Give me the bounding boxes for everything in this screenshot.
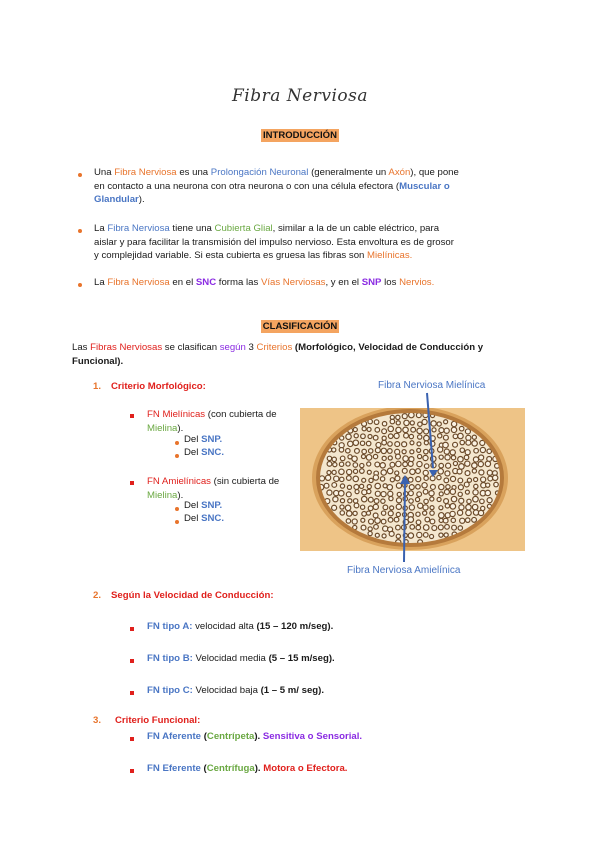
text: ). [254,763,264,774]
text: es una [176,167,211,178]
text: en el [169,277,196,288]
term: FN Amielínicas [147,476,211,487]
term: FN Mielínicas [147,409,206,420]
criterion-2-number: 2. [93,590,102,601]
text: ). [254,731,263,742]
term: SNP [361,277,382,288]
text: , y en el [325,277,362,288]
text: aislar y para facilitar la transmisión del impulso nervioso. Esta envoltura es de grosor [94,236,454,248]
text: ), que pone [410,167,459,178]
text: velocidad alta [192,621,257,632]
term: SNC. [201,447,224,458]
fn-aferente [147,731,362,742]
text: (Morfológico, Velocidad de Conducción y [292,342,484,353]
criterion-2-label: Según la Velocidad de Conducción: [111,590,274,601]
criterion-1-number: 1. [93,381,102,392]
term: Fibra Nerviosa [107,223,170,234]
square-bullet-icon [130,627,134,631]
arrow-mielinica-line [427,393,433,468]
text: los [381,277,400,288]
term: Mielina [147,422,178,434]
arrow-amielinica-line [404,482,405,562]
term: Motora o Efectora. [263,763,348,774]
text: ). [177,489,184,501]
term: Criterios [256,342,293,353]
text: tiene una [169,223,215,234]
fn-tipo-a [147,621,333,632]
text: ( [200,763,207,774]
term: Centrífuga [206,763,255,774]
text: Las [72,342,91,353]
term: SNC [195,277,217,288]
term: Fibra Nerviosa [107,277,170,288]
text: (sin cubierta de [210,476,280,487]
text: ). [177,422,184,434]
square-bullet-icon [130,737,134,741]
term: SNP. [201,434,223,445]
term: Axón [388,167,411,178]
text: ( [201,731,207,742]
term: Fibras Nerviosas [90,342,163,353]
text: forma las [216,277,261,288]
fn-tipo-b [147,653,335,664]
term: Mielínicas. [367,250,413,261]
text: Velocidad media [192,653,269,664]
caption-mielinica: Fibra Nerviosa Mielínica [378,380,486,391]
text: (generalmente un [308,167,389,178]
text: Funcional). [72,355,124,367]
term: FN tipo C: [147,685,193,696]
text: La [94,223,108,234]
square-bullet-icon [130,691,134,695]
text: y complejidad variable. Si esta cubierta es gruesa las fibras son [94,250,368,261]
text: Del [184,447,202,458]
term: Cubierta Glial [214,223,273,234]
text: Del [184,513,202,524]
term: FN Aferente [147,731,202,742]
text: La [94,277,108,288]
term: FN tipo B: [147,653,193,664]
arrow-amielinica-head [400,475,410,484]
term: Fibra Nerviosa [114,167,177,178]
value: (5 – 15 m/seg). [268,653,335,664]
term: Centrípeta [206,731,255,742]
term: Vías Nerviosas [260,277,326,288]
term: Sensitiva o Sensorial. [262,731,363,742]
text: Del [184,434,202,445]
term: Nervios. [399,277,435,288]
criterion-1-label: Criterio Morfológico: [111,381,206,392]
text: Velocidad baja [192,685,261,696]
caption-amielinica: Fibra Nerviosa Amielínica [347,565,461,576]
square-bullet-icon [130,769,134,773]
term: SNP. [201,500,223,511]
term: FN Eferente [147,763,201,774]
term: Mielina [147,489,178,501]
fn-tipo-c [147,685,324,696]
text: (con cubierta de [205,409,277,420]
arrow-mielinica-head [429,470,438,477]
term: Prolongación Neuronal [210,167,309,178]
classif-heading: CLASIFICACIÓN [262,321,338,332]
criterion-3-number: 3. [93,715,102,726]
intro-heading: INTRODUCCIÓN [263,130,337,141]
value: (1 – 5 m/ seg). [260,685,325,696]
term: FN tipo A: [147,621,193,632]
square-bullet-icon [130,659,134,663]
term: Glandular [94,194,139,205]
fn-eferente [147,763,347,774]
criterion-3-label: Criterio Funcional: [115,715,201,726]
text: Una [94,167,115,178]
term: Muscular o [399,180,450,192]
page-title: Fibra Nerviosa [232,86,368,106]
text: 3 [245,342,257,353]
term: según [219,342,246,353]
term: SNC. [201,513,224,524]
text: se clasifican [162,342,220,353]
text: , similar a la de un cable eléctrico, para [272,223,440,234]
value: (15 – 120 m/seg). [256,621,334,632]
text: en contacto a una neurona con otra neurona o con una célula efectora ( [94,180,400,192]
text: Del [184,500,202,511]
text: ). [138,194,145,205]
